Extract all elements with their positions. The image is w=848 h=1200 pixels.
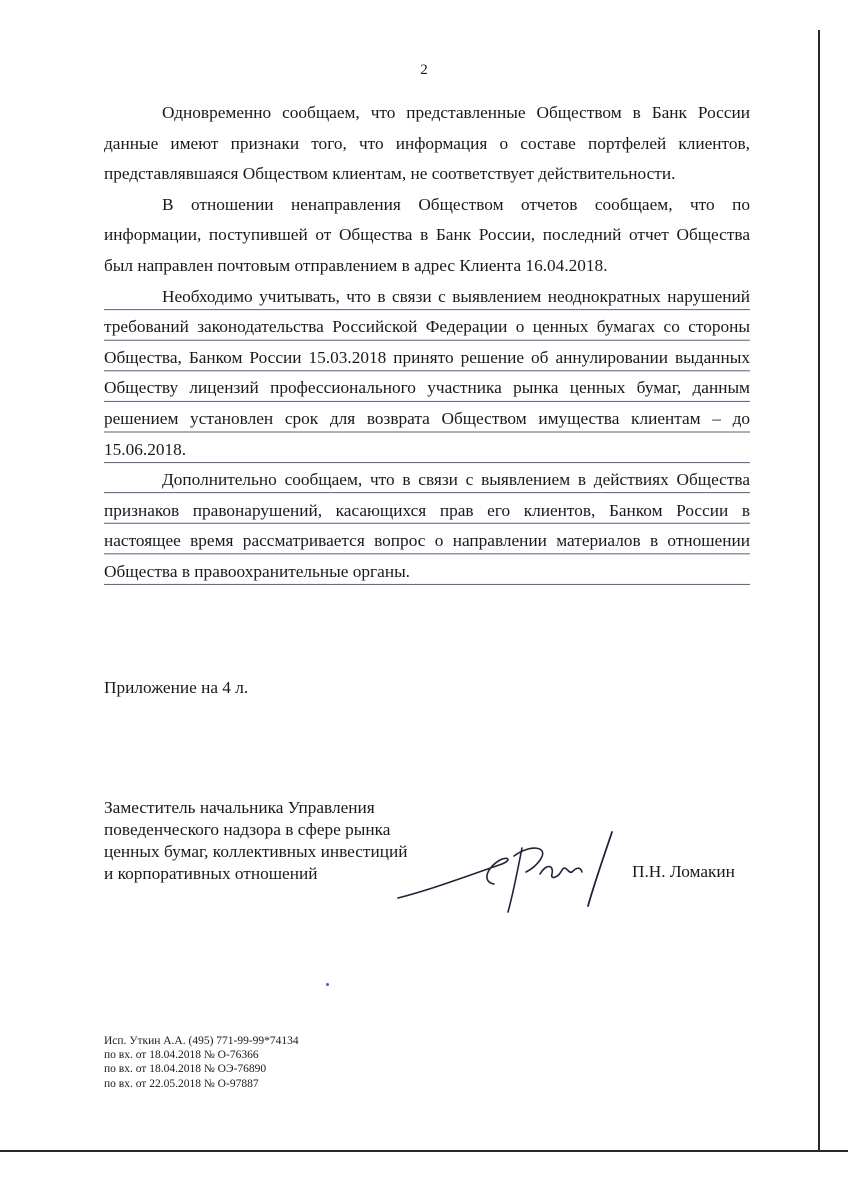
handwritten-signature [390, 820, 630, 920]
signatory-position-line: поведенческого надзора в сфере рынка [104, 820, 391, 839]
page-number: 2 [420, 62, 428, 78]
signatory-position-line: ценных бумаг, коллективных инвестиций [104, 842, 408, 861]
executor-info [104, 1034, 299, 1091]
reference-line: по вх. от 18.04.2018 № О-76366 [104, 1049, 259, 1062]
letter-body [104, 98, 750, 588]
paragraph-license-revocation: Необходимо учитывать, что в связи с выявлением неоднократных нарушений требований законодательства Российской Федерации о ценных бумагах со стороны Общества, Банком России 15.03.2018 принято решение об аннулировании выданных Обществу лицензий профессионального участника рынка ценных бумаг, данным решением установлен срок для возврата Обществом имущества клиентам – до 15.06.2018. [104, 282, 750, 466]
signatory-name: П.Н. Ломакин [632, 862, 735, 881]
signatory-position-line: Заместитель начальника Управления [104, 798, 375, 817]
scan-edge-right [818, 30, 820, 1150]
paragraph-reports: В отношении ненаправления Обществом отчетов сообщаем, что по информации, поступившей от Общества в Банк России, последний отчет Общества был направлен почтовым отправлением в адрес Клиента 16.04.2018. [104, 194, 750, 275]
paragraph-law-enforcement: Дополнительно сообщаем, что в связи с выявлением в действиях Общества признаков правонарушений, касающихся прав его клиентов, Банком России в настоящее время рассматривается вопрос о направлении материалов в отношении Общества в правоохранительные органы. [104, 465, 750, 587]
reference-line: по вх. от 22.05.2018 № О-97887 [104, 1077, 259, 1090]
reference-line: по вх. от 18.04.2018 № ОЭ-76890 [104, 1063, 267, 1076]
paragraph-portfolio-info: Одновременно сообщаем, что представленные Обществом в Банк России данные имеют признаки того, что информация о составе портфелей клиентов, представлявшаяся Обществом клиентам, не соответствует действительности. [104, 103, 750, 184]
scan-edge-bottom [0, 1150, 848, 1152]
appendix-note: Приложение на 4 л. [104, 678, 249, 697]
signatory-position-line: и корпоративных отношений [104, 864, 318, 883]
executor-line: Исп. Уткин А.А. (495) 771-99-99*74134 [104, 1035, 299, 1047]
scan-speck [326, 983, 329, 986]
